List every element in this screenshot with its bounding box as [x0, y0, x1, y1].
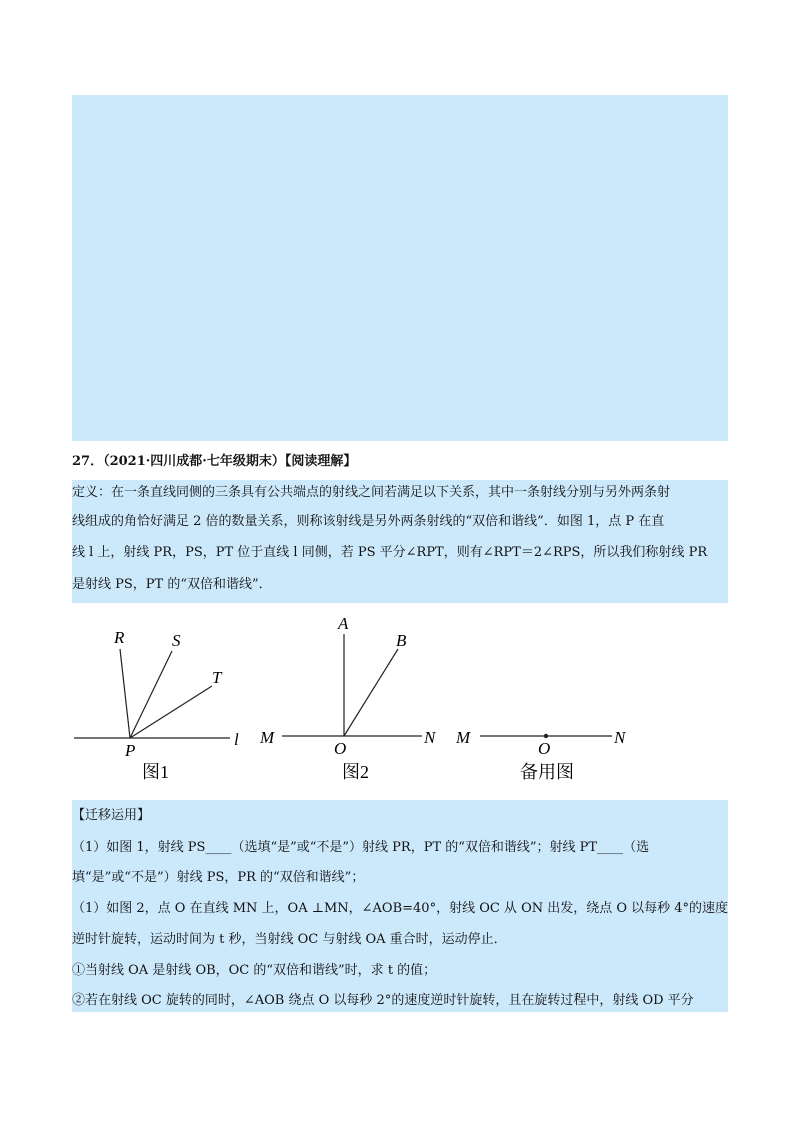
definition-line-2: 线组成的角恰好满足 2 倍的数量关系，则称该射线是另外两条射线的“双倍和谐线”．如图 1，点 P 在直 — [72, 514, 665, 529]
figure-1 — [74, 628, 239, 782]
label-m: M — [260, 728, 275, 747]
point-o — [544, 734, 548, 738]
figures-svg — [72, 604, 632, 782]
answer-area — [72, 95, 728, 441]
application-line-4: 逆时针旋转，运动时间为 t 秒，当射线 OC 与射线 OA 重合时，运动停止． — [72, 932, 507, 947]
definition-line-4: 是射线 PS，PT 的“双倍和谐线”． — [72, 577, 272, 592]
problem-header: 27．（2021·四川成都·七年级期末）【阅读理解】 — [72, 454, 357, 469]
label-n-spare: N — [614, 728, 626, 747]
definition-line-1: 定义：在一条直线同侧的三条具有公共端点的射线之间若满足以下关系，其中一条射线分别与另外两条射 — [72, 485, 671, 500]
label-p: P — [125, 741, 136, 760]
label-t: T — [212, 668, 222, 687]
figure-2 — [259, 614, 437, 782]
label-n: N — [424, 728, 436, 747]
label-o: O — [334, 739, 347, 758]
label-s: S — [172, 631, 181, 650]
ray-ob — [344, 649, 398, 736]
figure-3 — [455, 728, 627, 782]
label-a: A — [338, 614, 349, 633]
figures-panel — [72, 604, 632, 782]
label-m-spare: M — [456, 728, 471, 747]
caption-fig2: 图2 — [342, 762, 369, 782]
label-l: l — [234, 730, 239, 749]
label-r: R — [114, 628, 125, 647]
application-line-3: （1）如图 2，点 O 在直线 MN 上，OA ⊥MN，∠AOB=40°，射线 OC 从 ON 出发，绕点 O 以每秒 4°的速度 — [72, 901, 729, 916]
definition-line-3: 线 l 上，射线 PR，PS，PT 位于直线 l 同侧，若 PS 平分∠RPT，则有∠RPT＝2∠RPS，所以我们称射线 PR — [72, 545, 708, 560]
caption-fig1: 图1 — [142, 762, 169, 782]
ray-pr — [120, 649, 130, 738]
label-b: B — [396, 631, 407, 650]
application-line-1: （1）如图 1，射线 PS____（选填“是”或“不是”）射线 PR，PT 的“双倍和谐线”；射线 PT____（选 — [72, 840, 650, 855]
application-line-5: ①当射线 OA 是射线 OB，OC 的“双倍和谐线”时，求 t 的值； — [72, 963, 437, 978]
application-header: 【迁移运用】 — [72, 808, 151, 823]
application-line-6: ②若在射线 OC 旋转的同时，∠AOB 绕点 O 以每秒 2°的速度逆时针旋转，且在旋转过程中，射线 OD 平分 — [72, 993, 694, 1008]
label-o-spare: O — [538, 739, 551, 758]
application-line-2: 填“是”或“不是”）射线 PS，PR 的“双倍和谐线”； — [72, 870, 365, 885]
caption-spare: 备用图 — [520, 762, 574, 782]
